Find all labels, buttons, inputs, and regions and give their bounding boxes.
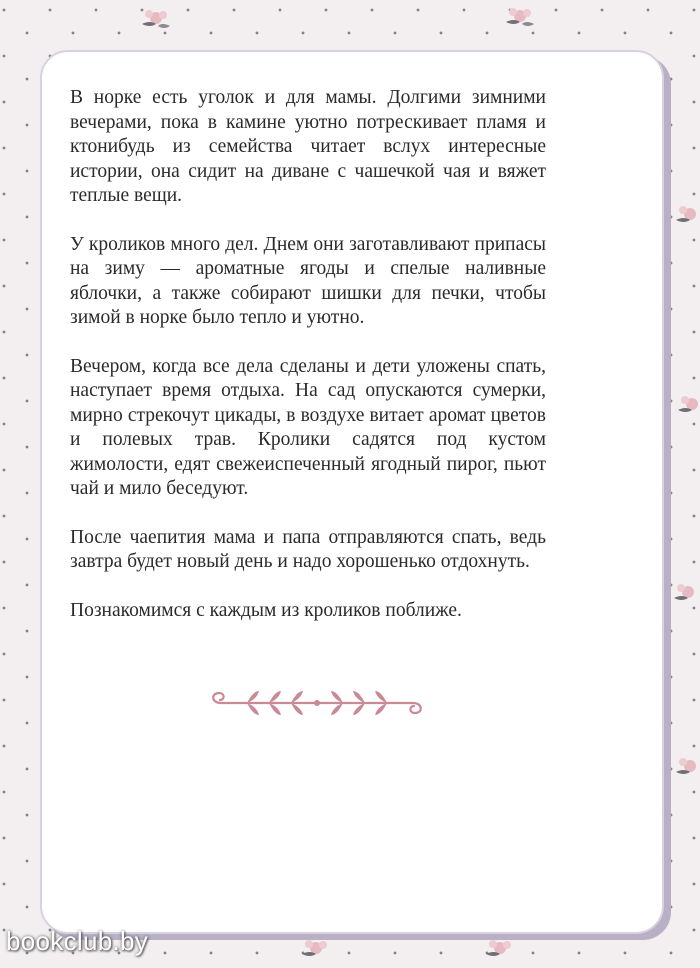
flower-icon: [670, 752, 700, 782]
flower-icon: [670, 200, 700, 230]
paragraph: Познакомимся с каждым из кроликов поближе.: [70, 599, 462, 621]
flower-icon: [500, 2, 540, 32]
paragraph: У кроликов много дел. Днем они заготавливают припасы на зиму — ароматные ягоды и спелые наливные яблочки, а также собирают шишки для печки, чтобы зимой в норке было тепло и уютно.: [70, 233, 546, 328]
leafy-vine-flourish-icon: [207, 683, 427, 723]
paragraph: После чаепития мама и папа отправляются спать, ведь завтра будет новый день и надо хорошенько отдохнуть.: [70, 526, 546, 572]
flower-icon: [672, 390, 700, 420]
paragraph: В норке есть уголок и для мамы. Долгими зимними вечерами, пока в камине уютно потрескивает пламя и ктонибудь из семейства читает вслух интересные истории, она сидит на диване с чашечкой чая и вяжет теплые вещи.: [70, 87, 546, 206]
watermark-text: bookclub.by: [6, 926, 149, 956]
flower-icon: [136, 4, 176, 34]
story-text: [70, 86, 546, 647]
flower-icon: [668, 578, 700, 608]
paragraph: Вечером, когда все дела сделаны и дети уложены спать, наступает время отдыха. На сад опускаются сумерки, мирно стрекочут цикады, в воздухе витает аромат цветов и полевых трав. Кролики садятся под кустом жимолости, едят свежеиспеченный ягодный пирог, пьют чай и мило беседуют.: [70, 355, 546, 499]
